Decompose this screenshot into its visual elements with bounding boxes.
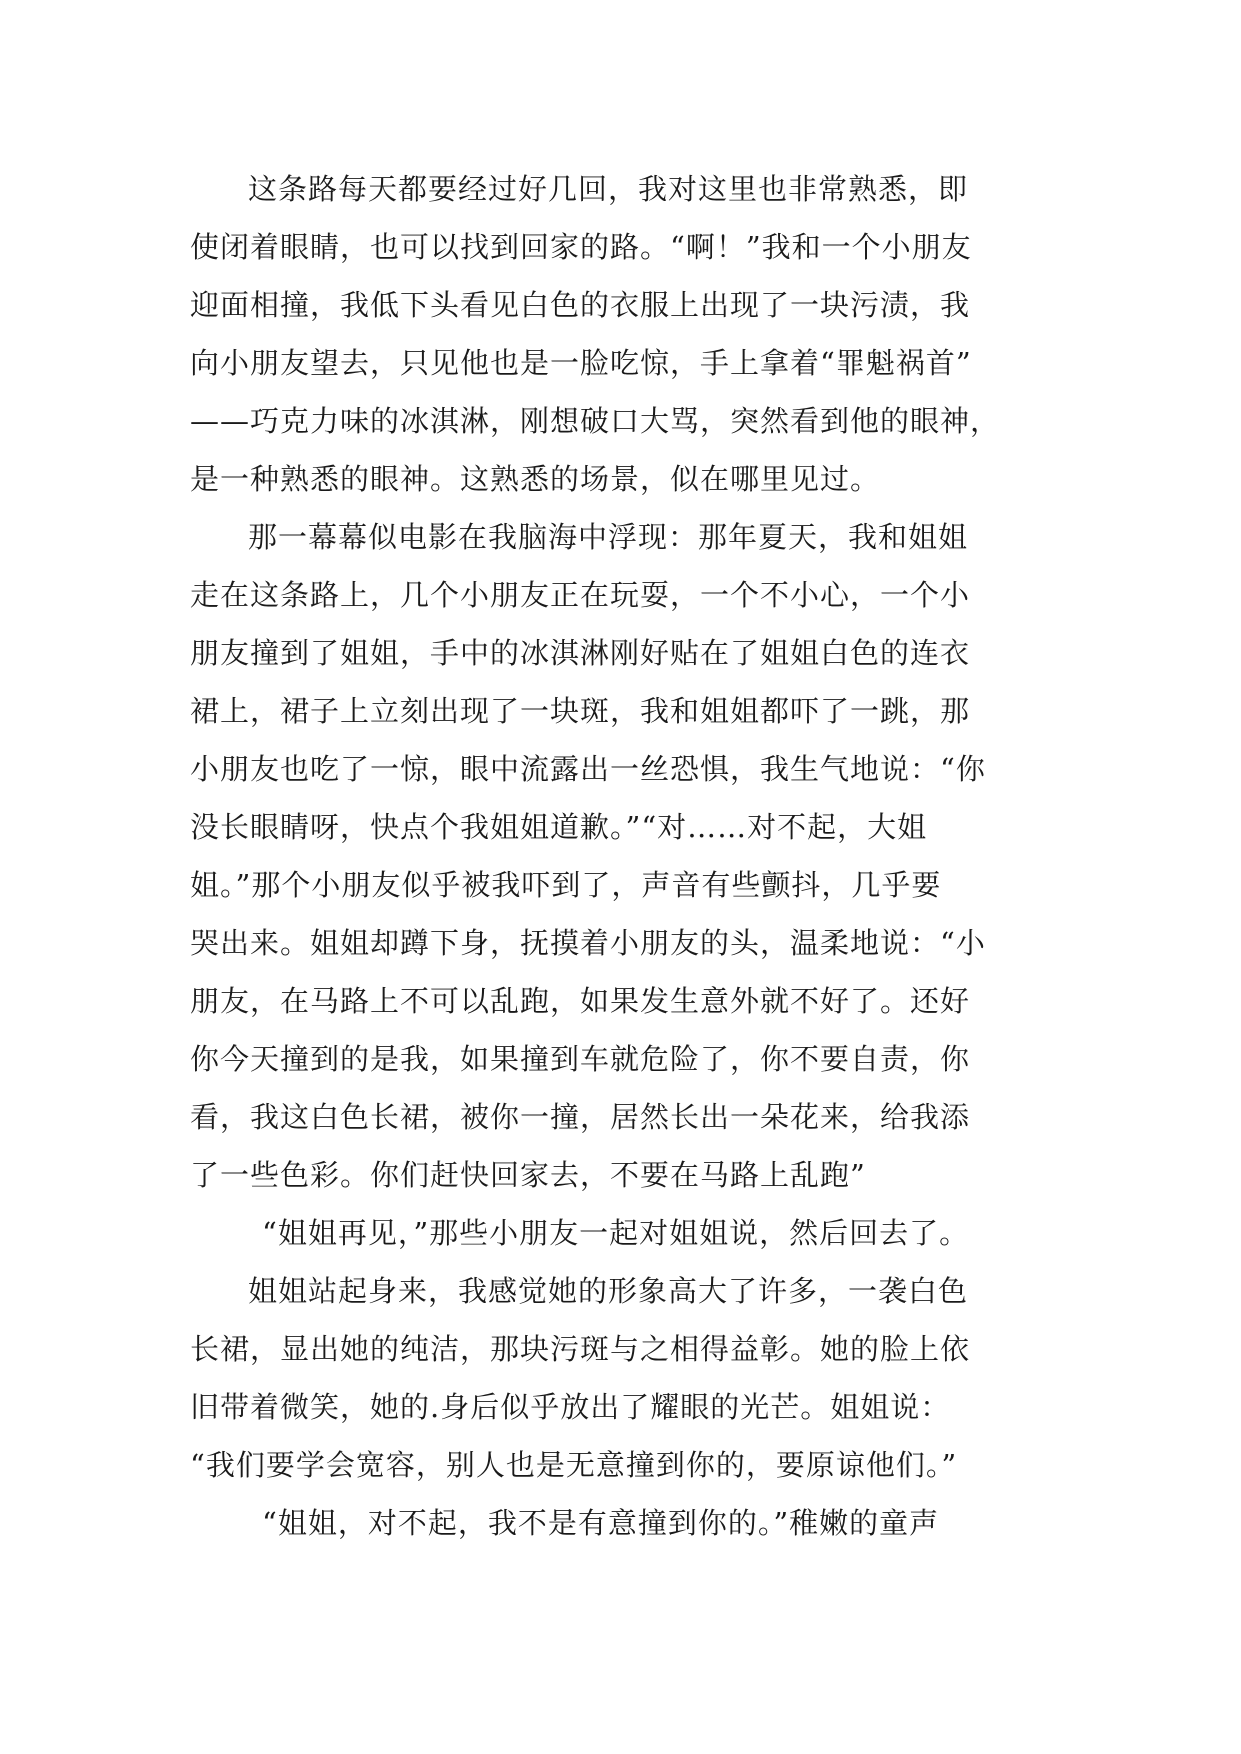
text-line: 那一幕幕似电影在我脑海中浮现：那年夏天，我和姐姐	[248, 520, 969, 554]
text-line: 小朋友也吃了一惊，眼中流露出一丝恐惧，我生气地说：“你	[190, 752, 986, 786]
text-line: 看，我这白色长裙，被你一撞，居然长出一朵花来，给我添	[190, 1100, 971, 1134]
text-line: 朋友，在马路上不可以乱跑，如果发生意外就不好了。还好	[190, 984, 971, 1018]
document-body	[190, 160, 1070, 1552]
text-line: “姐姐再见，”那些小朋友一起对姐姐说，然后回去了。	[262, 1216, 970, 1250]
text-line: 裙上，裙子上立刻出现了一块斑，我和姐姐都吓了一跳，那	[190, 694, 971, 728]
text-line: 哭出来。姐姐却蹲下身，抚摸着小朋友的头，温柔地说：“小	[190, 926, 986, 960]
text-line: ——巧克力味的冰淇淋，刚想破口大骂，突然看到他的眼神，	[190, 404, 1001, 438]
text-line: 向小朋友望去，只见他也是一脸吃惊，手上拿着“罪魁祸首”	[190, 346, 972, 380]
text-line: 姐。”那个小朋友似乎被我吓到了，声音有些颤抖，几乎要	[190, 868, 942, 902]
text-line: 迎面相撞，我低下头看见白色的衣服上出现了一块污渍，我	[190, 288, 971, 322]
text-line: 走在这条路上，几个小朋友正在玩耍，一个不小心，一个小	[190, 578, 971, 612]
text-line: 这条路每天都要经过好几回，我对这里也非常熟悉，即	[248, 172, 969, 206]
text-line: 使闭着眼睛，也可以找到回家的路。“啊！”我和一个小朋友	[190, 230, 972, 264]
text-line: 长裙，显出她的纯洁，那块污斑与之相得益彰。她的脸上依	[190, 1332, 971, 1366]
text-line: 没长眼睛呀，快点个我姐姐道歉。”“对……对不起，大姐	[190, 810, 928, 844]
text-line: “姐姐，对不起，我不是有意撞到你的。”稚嫩的童声	[262, 1506, 940, 1540]
text-line: 朋友撞到了姐姐，手中的冰淇淋刚好贴在了姐姐白色的连衣	[190, 636, 971, 670]
text-line: 了一些色彩。你们赶快回家去，不要在马路上乱跑”	[190, 1158, 866, 1192]
text-line: “我们要学会宽容，别人也是无意撞到你的，要原谅他们。”	[190, 1448, 958, 1482]
text-line: 你今天撞到的是我，如果撞到车就危险了，你不要自责，你	[190, 1042, 971, 1076]
text-line: 是一种熟悉的眼神。这熟悉的场景，似在哪里见过。	[190, 462, 881, 496]
text-line: 旧带着微笑，她的.身后似乎放出了耀眼的光芒。姐姐说：	[190, 1390, 951, 1424]
text-line: 姐姐站起身来，我感觉她的形象高大了许多，一袭白色	[248, 1274, 969, 1308]
